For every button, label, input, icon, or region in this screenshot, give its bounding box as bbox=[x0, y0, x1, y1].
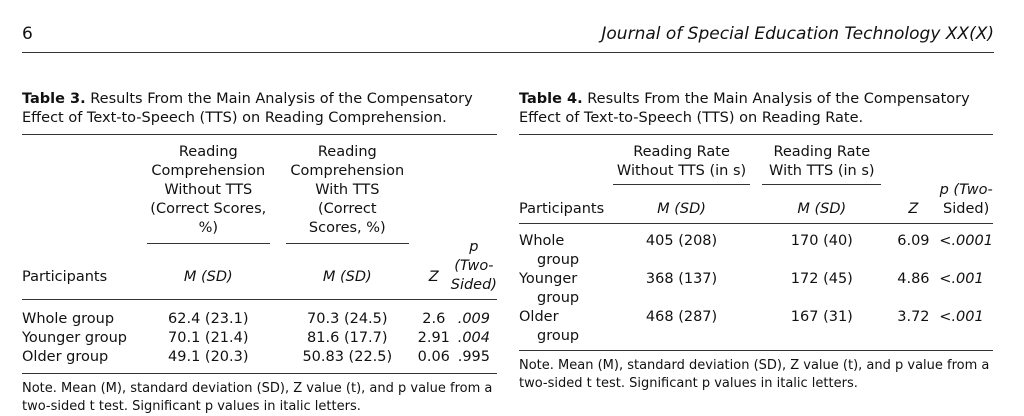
table4-header-participants: Participants bbox=[519, 200, 605, 217]
table4-stat-with: M (SD) bbox=[797, 200, 847, 217]
table3-header-without: Reading Comprehension Without TTS (Correct Scores, %) bbox=[150, 144, 267, 236]
page-number: 6 bbox=[22, 24, 33, 44]
journal-title: Journal of Special Education Technology XX(X) bbox=[601, 24, 994, 44]
table4-label: Table 4. bbox=[519, 91, 583, 107]
table4-note: Note. Mean (M), standard deviation (SD), Z value (t), and p value from a two-sided t test. Significant p values in italic letters. bbox=[519, 358, 990, 391]
table3-header-p: p (Two- Sided) bbox=[450, 239, 497, 293]
table3-stat-with: M (SD) bbox=[322, 268, 372, 285]
table3-header-row bbox=[22, 143, 497, 238]
table-row: Whole group 62.4 (23.1) 70.3 (24.5) 2.6 .009 bbox=[22, 311, 491, 327]
table4-caption-text: Results From the Main Analysis of the Compensatory Effect of Text-to-Speech (TTS) on Reading Rate. bbox=[519, 91, 970, 126]
table3-header-with: Reading Comprehension With TTS (Correct Scores, %) bbox=[290, 144, 405, 236]
table-row: Older group 468 (287) 167 (31) 3.72 <.001 bbox=[519, 309, 984, 344]
table3-label: Table 3. bbox=[22, 91, 86, 107]
table3-top-rule bbox=[22, 134, 497, 135]
table4-header-without: Reading Rate Without TTS (in s) bbox=[616, 144, 747, 179]
table3-header-z: Z bbox=[428, 268, 439, 285]
table4-header-with: Reading Rate With TTS (in s) bbox=[769, 144, 875, 179]
table4-header-row bbox=[519, 143, 993, 181]
table4-stat-without: M (SD) bbox=[657, 200, 706, 217]
table4 bbox=[519, 143, 993, 350]
table4-subheader-row bbox=[519, 185, 993, 223]
table4-caption bbox=[519, 90, 993, 128]
table4-bottom-rule bbox=[519, 350, 993, 351]
table3 bbox=[22, 143, 497, 373]
table3-caption bbox=[22, 90, 497, 128]
table-row: Younger group 368 (137) 172 (45) 4.86 <.001 bbox=[519, 271, 984, 306]
table4-panel bbox=[519, 90, 993, 393]
table-row: Younger group 70.1 (21.4) 81.6 (17.7) 2.91 .004 bbox=[22, 330, 491, 346]
table3-header-participants: Participants bbox=[22, 268, 108, 285]
table4-header-p: p (Two- Sided) bbox=[939, 182, 993, 217]
table3-panel bbox=[22, 90, 497, 416]
table3-subheader-row bbox=[22, 245, 497, 299]
table3-stat-without: M (SD) bbox=[183, 268, 233, 285]
table4-header-z: Z bbox=[908, 200, 919, 217]
table4-top-rule bbox=[519, 134, 993, 135]
table3-caption-text: Results From the Main Analysis of the Compensatory Effect of Text-to-Speech (TTS) on Reading Comprehension. bbox=[22, 91, 473, 126]
table-row: Older group 49.1 (20.3) 50.83 (22.5) 0.06 .995 bbox=[22, 349, 491, 365]
table-row: Whole group 405 (208) 170 (40) 6.09 <.0001 bbox=[519, 233, 993, 268]
table3-note: Note. Mean (M), standard deviation (SD), Z value (t), and p value from a two-sided t test. Significant p values in italic letters. bbox=[22, 381, 493, 414]
table3-bottom-rule bbox=[22, 373, 497, 374]
header-rule bbox=[22, 52, 994, 53]
